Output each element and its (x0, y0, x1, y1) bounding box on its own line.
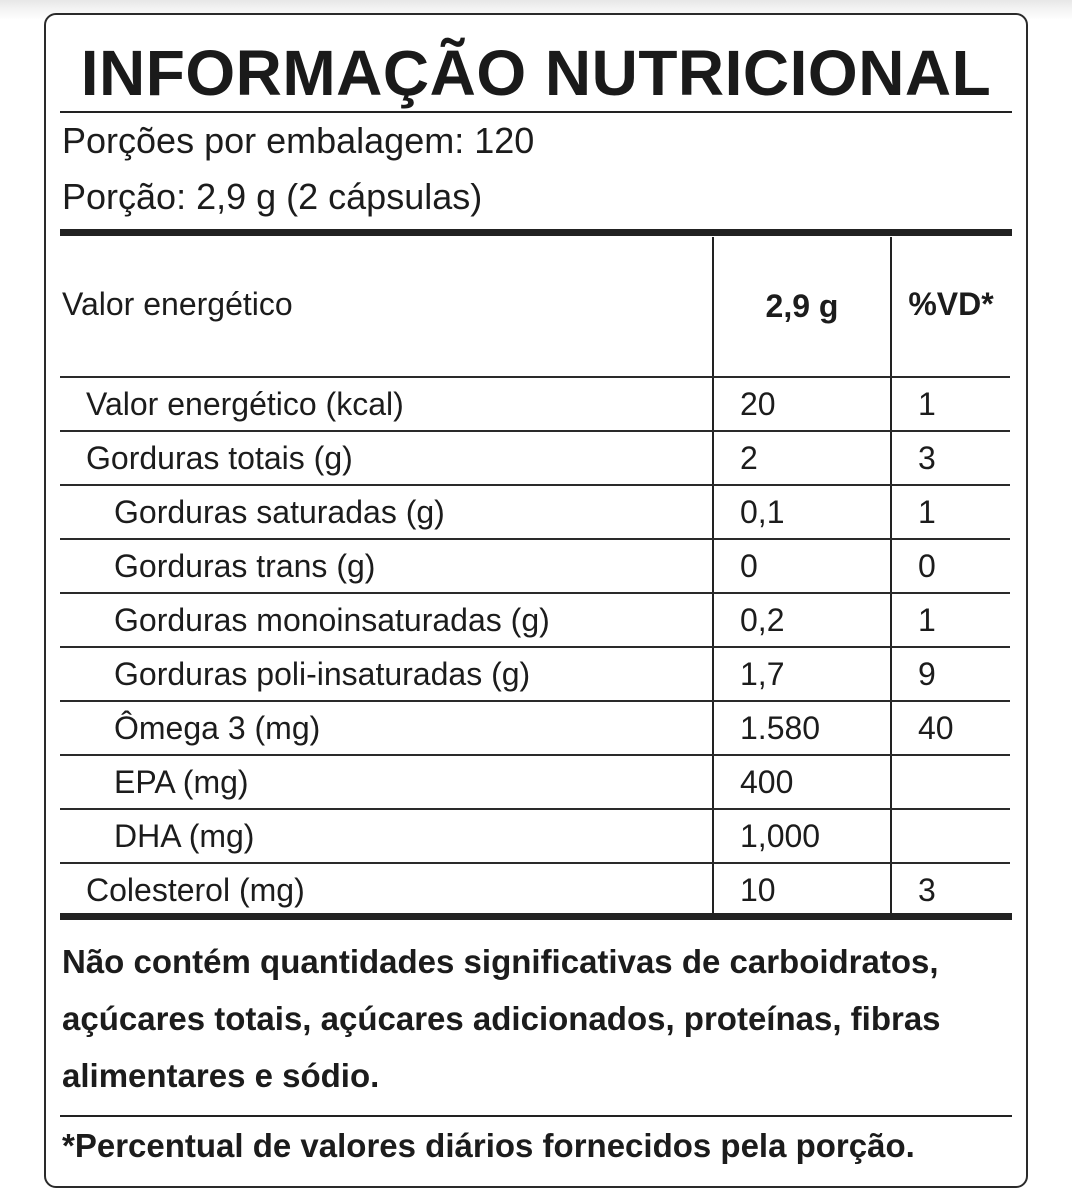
table-row (60, 864, 1010, 918)
serving-size: Porção: 2,9 g (2 cápsulas) (62, 176, 483, 217)
header-energy-label: Valor energético (62, 286, 293, 322)
nutrient-amount: 400 (740, 764, 794, 800)
nutrient-daily-value: 1 (918, 602, 936, 638)
nutrient-name: Gorduras totais (g) (86, 440, 353, 476)
nutrient-amount: 1.580 (740, 710, 821, 746)
nutrient-amount: 0 (740, 548, 758, 584)
nutrient-amount: 20 (740, 386, 776, 422)
table-row (60, 756, 1010, 810)
nutrient-name: Valor energético (kcal) (86, 386, 404, 422)
nutrient-name: Gorduras trans (g) (114, 548, 376, 584)
nutrient-amount: 0,2 (740, 602, 785, 638)
table-row (60, 486, 1010, 540)
nutrient-daily-value: 9 (918, 656, 936, 692)
table-row (60, 432, 1010, 486)
nutrient-name: Colesterol (mg) (86, 872, 305, 908)
nutrient-name: Ômega 3 (mg) (114, 710, 321, 746)
nutrient-amount: 0,1 (740, 494, 785, 530)
daily-value-footnote: *Percentual de valores diários fornecidos pela porção. (62, 1127, 915, 1164)
nutrient-amount: 1,000 (740, 818, 821, 854)
nutrient-name: Gorduras monoinsaturadas (g) (114, 602, 550, 638)
thick-divider-bottom (60, 913, 1012, 920)
nutrient-amount: 10 (740, 872, 776, 908)
nutrient-daily-value: 40 (918, 710, 954, 746)
table-row (60, 378, 1010, 432)
table-row (60, 702, 1010, 756)
table-row (60, 648, 1010, 702)
table-row (60, 594, 1010, 648)
nutrient-name: EPA (mg) (114, 764, 249, 800)
thick-divider-top (60, 229, 1012, 236)
header-daily-value: %VD* (908, 286, 994, 322)
nutrient-daily-value: 3 (918, 872, 936, 908)
nutrient-name: DHA (mg) (114, 818, 255, 854)
nutrient-name: Gorduras poli-insaturadas (g) (114, 656, 531, 692)
servings-per-package: Porções por embalagem: 120 (62, 120, 535, 161)
header-amount: 2,9 g (765, 288, 839, 324)
nutrient-daily-value: 3 (918, 440, 936, 476)
nutrition-facts-label (44, 13, 1028, 1188)
label-title: INFORMAÇÃO NUTRICIONAL (80, 37, 992, 109)
title-divider (60, 111, 1012, 113)
table-header-row (60, 237, 1010, 378)
table-row (60, 810, 1010, 864)
table-row (60, 540, 1010, 594)
nutrient-amount: 2 (740, 440, 758, 476)
nutrient-name: Gorduras saturadas (g) (114, 494, 445, 530)
not-significant-note: Não contém quantidades significativas de carboidratos, açúcares totais, açúcares adicionados, proteínas, fibras alimentares e sódio. (62, 943, 941, 1094)
nutrient-daily-value: 1 (918, 494, 936, 530)
nutrient-amount: 1,7 (740, 656, 785, 692)
nutrient-daily-value: 1 (918, 386, 936, 422)
nutrient-daily-value: 0 (918, 548, 936, 584)
